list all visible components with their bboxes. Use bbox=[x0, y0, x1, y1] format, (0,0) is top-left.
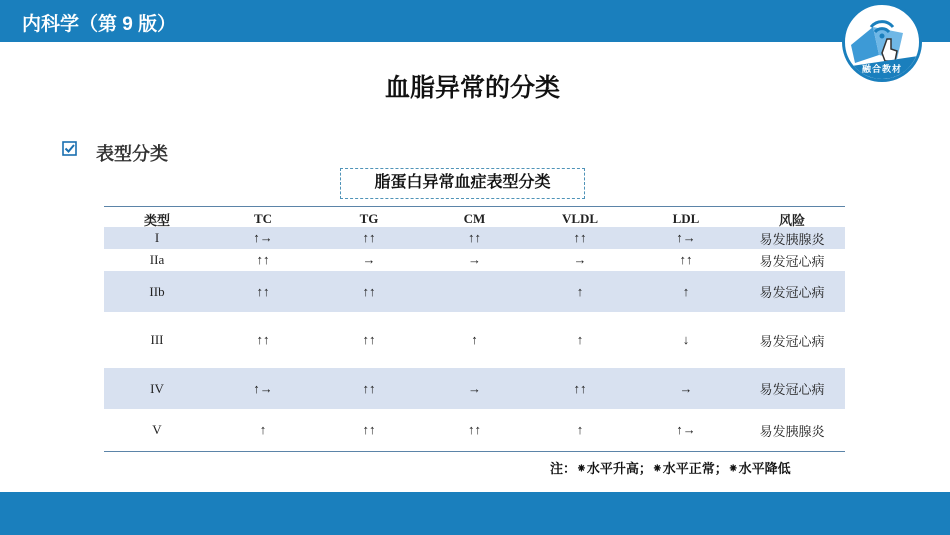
table-row bbox=[104, 409, 845, 451]
cell-cm: → bbox=[468, 380, 481, 396]
cell-tg: → bbox=[362, 252, 376, 267]
cell-tc: ↑→ bbox=[253, 380, 273, 396]
cell-cm bbox=[422, 271, 527, 312]
header-tg: TG bbox=[359, 211, 379, 226]
cell-tc: ↑↑ bbox=[256, 283, 270, 299]
top-header-bar bbox=[0, 0, 950, 42]
cell-risk: 易发胰腺炎 bbox=[759, 231, 825, 247]
cell-tg: ↑↑ bbox=[362, 283, 376, 299]
cell-type: V bbox=[152, 422, 162, 437]
table-footnote: 注：⁕水平升高；⁕水平正常；⁕水平降低 bbox=[550, 461, 791, 476]
cell-ldl: ↓ bbox=[682, 332, 690, 347]
bottom-footer-bar bbox=[0, 492, 950, 535]
cell-vldl: ↑↑ bbox=[573, 380, 587, 396]
logo-label: 融合教材 bbox=[861, 64, 902, 74]
cell-type: IV bbox=[150, 380, 164, 396]
cell-type: I bbox=[154, 230, 160, 245]
cell-tg: ↑↑ bbox=[362, 230, 376, 245]
cell-cm: ↑↑ bbox=[468, 422, 481, 437]
header-type: 类型 bbox=[143, 212, 170, 228]
checkbox-checked-icon bbox=[62, 141, 78, 157]
cell-tc: ↑ bbox=[259, 422, 267, 437]
cell-ldl: ↑ bbox=[682, 283, 690, 299]
header-cm: CM bbox=[463, 211, 486, 226]
course-title: 内科学（第 9 版） bbox=[22, 14, 177, 35]
cell-type: IIb bbox=[149, 283, 165, 299]
slide-title: 血脂异常的分类 bbox=[384, 74, 560, 102]
section-heading: 表型分类 bbox=[96, 144, 168, 164]
cell-ldl: ↑→ bbox=[676, 230, 696, 245]
header-vldl: VLDL bbox=[561, 211, 599, 226]
cell-tc: ↑→ bbox=[253, 230, 273, 245]
cell-risk: 易发冠心病 bbox=[759, 285, 825, 300]
cell-ldl: ↑↑ bbox=[679, 252, 693, 267]
cell-tg: ↑↑ bbox=[362, 332, 376, 347]
table-caption: 脂蛋白异常血症表型分类 bbox=[340, 168, 585, 199]
cell-tg: ↑↑ bbox=[362, 380, 376, 396]
cell-cm: ↑↑ bbox=[468, 230, 481, 245]
cell-vldl: ↑ bbox=[576, 332, 584, 347]
table-row bbox=[104, 271, 845, 312]
cell-cm: → bbox=[468, 252, 481, 267]
cell-tc: ↑↑ bbox=[256, 332, 270, 347]
table-header-row bbox=[104, 207, 845, 227]
cell-risk: 易发胰腺炎 bbox=[759, 423, 825, 439]
cell-vldl: ↑ bbox=[576, 422, 584, 437]
cell-risk: 易发冠心病 bbox=[759, 253, 825, 269]
header-tc: TC bbox=[253, 211, 273, 226]
cell-tg: ↑↑ bbox=[362, 422, 376, 437]
table-row bbox=[104, 368, 845, 409]
cell-risk: 易发冠心病 bbox=[759, 382, 825, 397]
header-risk: 风险 bbox=[778, 212, 805, 228]
table-row bbox=[104, 249, 845, 271]
table-bottom-rule bbox=[104, 451, 845, 452]
cell-tc: ↑↑ bbox=[256, 252, 270, 267]
cell-vldl: ↑↑ bbox=[573, 230, 587, 245]
table-row bbox=[104, 227, 845, 249]
cell-type: III bbox=[150, 332, 164, 347]
phenotype-table bbox=[104, 206, 845, 452]
cell-vldl: → bbox=[573, 252, 587, 267]
header-ldl: LDL bbox=[672, 211, 700, 226]
cell-vldl: ↑ bbox=[576, 283, 584, 299]
cell-cm: ↑ bbox=[471, 332, 478, 347]
cell-type: IIa bbox=[149, 252, 165, 267]
cell-risk: 易发冠心病 bbox=[759, 333, 825, 349]
cell-ldl: ↑→ bbox=[676, 422, 696, 437]
table-row bbox=[104, 312, 845, 368]
cell-ldl: → bbox=[679, 380, 693, 396]
